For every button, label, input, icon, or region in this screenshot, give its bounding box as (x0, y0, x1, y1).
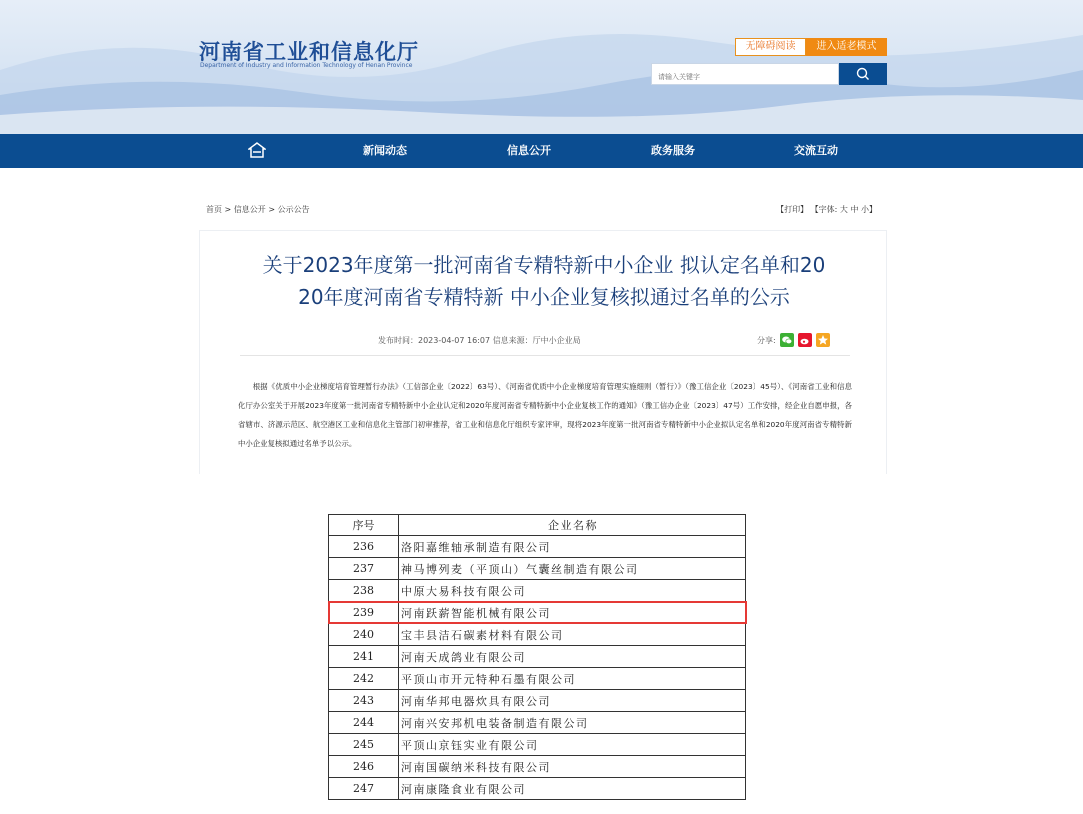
breadcrumb (206, 204, 310, 215)
nav-item-gov-service[interactable]: 政务服务 (651, 144, 695, 157)
table-row (329, 778, 746, 800)
row-number: 244 (329, 712, 399, 734)
table-row (329, 624, 746, 646)
company-name: 宝丰县洁石碳素材料有限公司 (399, 624, 746, 646)
site-logo-title[interactable]: 河南省工业和信息化厅 (199, 40, 419, 64)
font-small-link[interactable]: 小】 (861, 205, 877, 214)
accessible-reading-button[interactable]: 无障碍阅读 (735, 38, 806, 56)
row-number: 243 (329, 690, 399, 712)
company-name: 平顶山京钰实业有限公司 (399, 734, 746, 756)
company-name: 洛阳嘉维轴承制造有限公司 (399, 536, 746, 558)
search-icon (856, 67, 870, 81)
table-row (329, 756, 746, 778)
company-name: 河南华邦电器炊具有限公司 (399, 690, 746, 712)
elder-mode-button[interactable]: 进入适老模式 (806, 38, 887, 56)
share-label: 分享: (757, 335, 776, 345)
main-nav (0, 134, 1083, 168)
nav-item-interaction[interactable]: 交流互动 (794, 144, 838, 157)
article-body-paragraph: 根据《优质中小企业梯度培育管理暂行办法》（工信部企业〔2022〕63号）、《河南省优质中小企业梯度培育管理实施细则（暂行）》（豫工信企业〔2023〕45号）、《河南省工业和信息化厅办公室关于开展2023年度第一批河南省专精特新中小企业认定和2020年度河南省专精特新中小企业复核工作的通知》（豫工信办企业〔2023〕47号）工作安排，经企业自愿申报，各省辖市、济源示范区、航空港区工业和信息化主管部门初审推荐，省工业和信息化厅组织专家评审，现将2023年度第一批河南省专精特新中小企业拟认定名单和2020年度河南省专精特新中小企业复核拟通过名单予以公示。 (238, 382, 852, 448)
breadcrumb-announcements[interactable]: 公示公告 (277, 205, 310, 214)
table-row (329, 558, 746, 580)
table-row (329, 536, 746, 558)
print-link[interactable]: 【打印】 (776, 205, 809, 214)
table-row-highlighted (329, 602, 746, 624)
search-button[interactable] (839, 63, 887, 85)
column-header-number: 序号 (329, 515, 399, 536)
table-row (329, 580, 746, 602)
company-name: 河南康隆食业有限公司 (399, 778, 746, 800)
row-number: 236 (329, 536, 399, 558)
font-size-label: 【字体: (810, 205, 838, 214)
table-row (329, 668, 746, 690)
breadcrumb-separator: > (224, 205, 232, 214)
row-number: 239 (329, 602, 399, 624)
row-number: 238 (329, 580, 399, 602)
breadcrumb-home[interactable]: 首页 (206, 205, 222, 214)
table-header-row (329, 515, 746, 536)
company-name: 神马博列麦（平顶山）气囊丝制造有限公司 (399, 558, 746, 580)
mountain-banner-graphic (0, 0, 1083, 134)
row-number: 242 (329, 668, 399, 690)
nav-item-news[interactable]: 新闻动态 (363, 144, 407, 157)
row-number: 240 (329, 624, 399, 646)
wechat-share-icon[interactable] (780, 333, 794, 347)
share-bar (757, 333, 830, 347)
table-row (329, 734, 746, 756)
table-row (329, 690, 746, 712)
title-line-1: 关于2023年度第一批河南省专精特新中小企业 拟认定名单和20 (262, 253, 826, 277)
breadcrumb-separator: > (268, 205, 276, 214)
font-medium-link[interactable]: 中 (850, 205, 859, 214)
search-input[interactable] (652, 67, 838, 87)
site-header (0, 0, 1083, 134)
company-name: 河南国碳纳米科技有限公司 (399, 756, 746, 778)
company-name: 平顶山市开元特种石墨有限公司 (399, 668, 746, 690)
article-meta: 发布时间：2023-04-07 16:07 信息来源：厅中小企业局 (378, 336, 581, 345)
row-number: 245 (329, 734, 399, 756)
table-row (329, 646, 746, 668)
company-name: 河南跃薪智能机械有限公司 (399, 602, 746, 624)
site-logo-subtitle: Department of Industry and Information Technology of Henan Province (200, 62, 413, 69)
row-number: 247 (329, 778, 399, 800)
breadcrumb-info-disclosure[interactable]: 信息公开 (233, 205, 266, 214)
page-title (200, 249, 888, 313)
table-body (329, 536, 746, 800)
row-number: 237 (329, 558, 399, 580)
font-large-link[interactable]: 大 (839, 205, 848, 214)
table-row (329, 712, 746, 734)
search-box (651, 63, 839, 85)
article-container (199, 230, 887, 474)
company-name: 中原大易科技有限公司 (399, 580, 746, 602)
nav-item-info-disclosure[interactable]: 信息公开 (507, 144, 551, 157)
home-icon[interactable] (248, 142, 266, 158)
page-tools (776, 204, 877, 215)
row-number: 241 (329, 646, 399, 668)
row-number: 246 (329, 756, 399, 778)
title-line-2: 20年度河南省专精特新 中小企业复核拟通过名单的公示 (298, 285, 790, 309)
favorite-share-icon[interactable] (816, 333, 830, 347)
company-name: 河南兴安邦机电装备制造有限公司 (399, 712, 746, 734)
enterprise-list-table (328, 514, 746, 800)
company-name: 河南天成鸽业有限公司 (399, 646, 746, 668)
meta-divider (240, 355, 850, 356)
weibo-share-icon[interactable] (798, 333, 812, 347)
column-header-company-name: 企业名称 (399, 515, 746, 536)
